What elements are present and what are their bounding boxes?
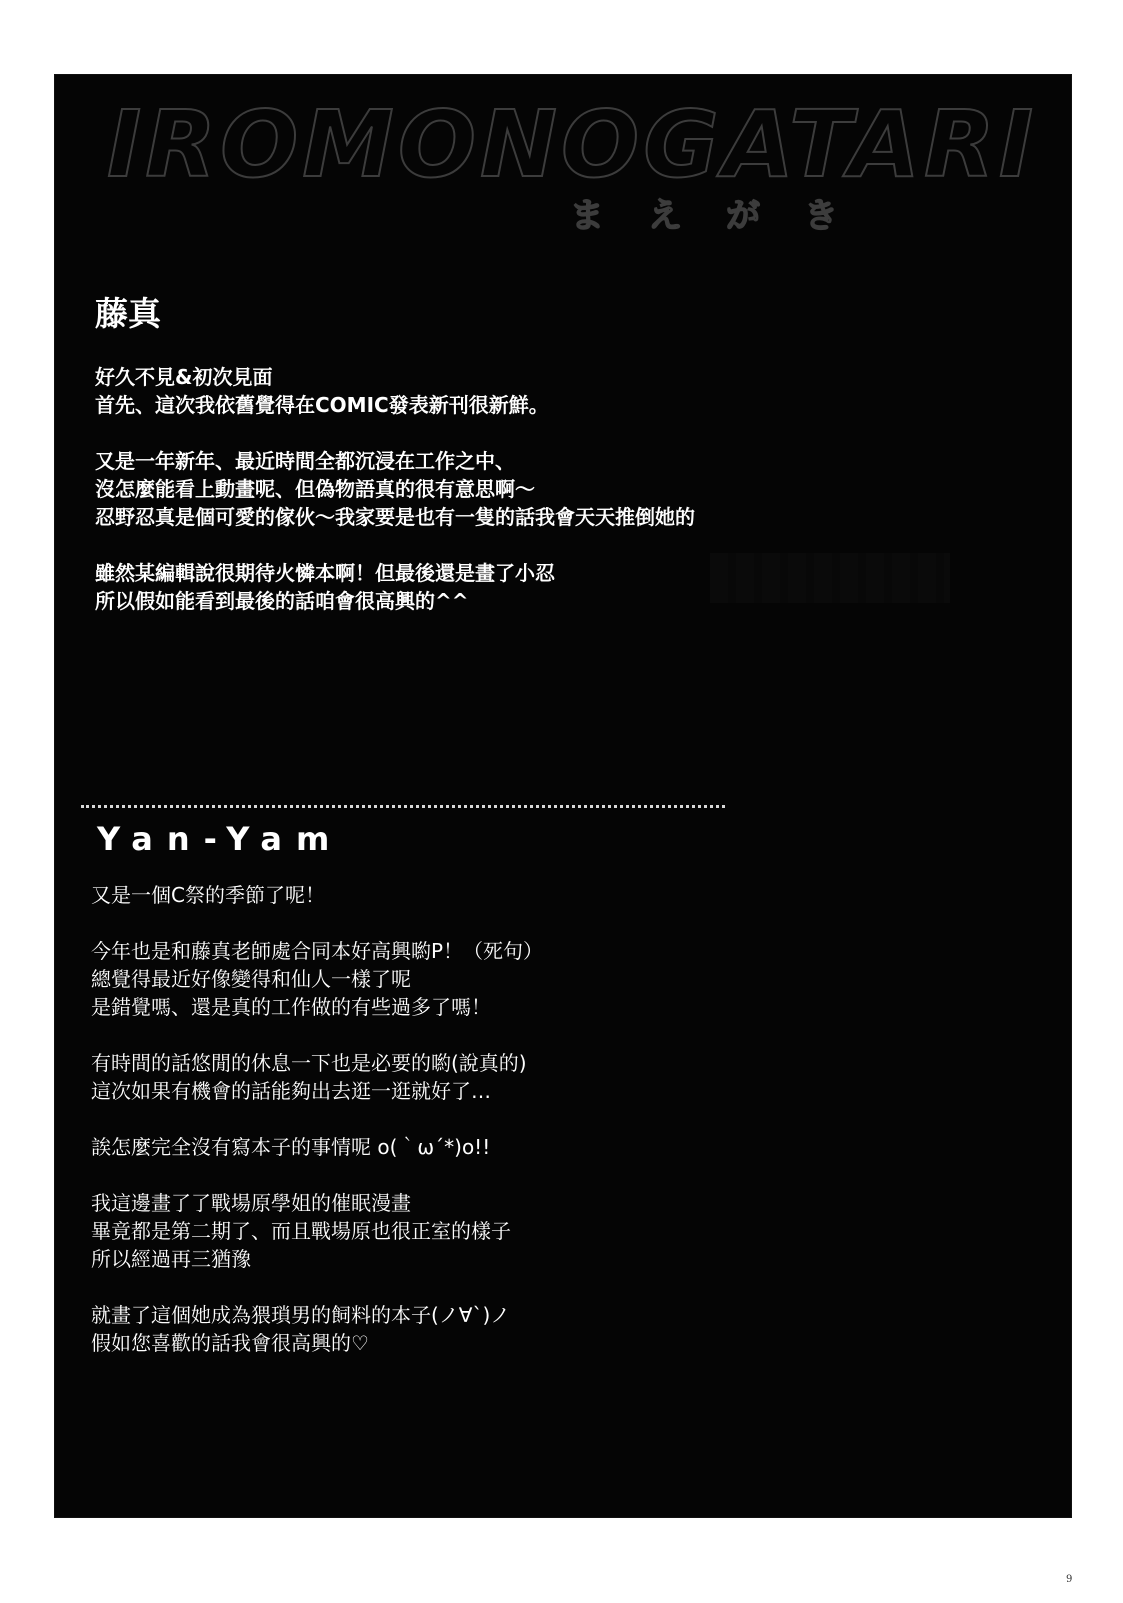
logo-subtitle: まえがき (570, 196, 882, 236)
page-number: 9 (1066, 1574, 1073, 1585)
message-line: 是錯覺嗎、還是真的工作做的有些過多了嗎！ (91, 995, 491, 1019)
message-line: 所以經過再三猶豫 (91, 1247, 251, 1271)
blank-line (91, 1105, 543, 1133)
message-line: 又是一個C祭的季節了呢！ (91, 883, 325, 907)
message-line: 誒怎麼完全沒有寫本子的事情呢 o(｀ω´*)o!! (91, 1135, 491, 1159)
message-line: 就畫了這個她成為猥瑣男的飼料的本子(ノ∀`)ノ (91, 1303, 511, 1327)
blank-line (91, 1161, 543, 1189)
message-line: 首先、這次我依舊覺得在COMIC發表新刊很新鮮。 (95, 393, 549, 417)
title-logo: IROMONOGATARI (107, 91, 1038, 198)
message-line: 總覺得最近好像變得和仙人一樣了呢 (91, 967, 411, 991)
message-line: 忍野忍真是個可愛的傢伙～我家要是也有一隻的話我會天天推倒她的 (95, 505, 695, 529)
message-line: 所以假如能看到最後的話咱會很高興的^^ (95, 589, 469, 613)
message-line: 這次如果有機會的話能夠出去逛一逛就好了… (91, 1079, 491, 1103)
blank-line (91, 1021, 543, 1049)
message-line: 又是一年新年、最近時間全都沉浸在工作之中、 (95, 449, 515, 473)
message-line: 雖然某編輯說很期待火憐本啊！但最後還是畫了小忍 (95, 561, 555, 585)
author-name-2: Yan-Yam (97, 820, 344, 858)
message-line: 有時間的話悠閒的休息一下也是必要的喲(說真的) (91, 1051, 527, 1075)
message-line: 好久不見&初次見面 (95, 365, 273, 389)
author-name-1: 藤真 (95, 294, 161, 333)
faded-print-artifact (710, 553, 950, 603)
section-divider (81, 805, 725, 808)
message-line: 假如您喜歡的話我會很高興的♡ (91, 1331, 369, 1355)
message-line: 我這邊畫了了戰場原學姐的催眠漫畫 (91, 1191, 411, 1215)
message-block-2 (91, 881, 543, 1357)
blank-line (95, 531, 695, 559)
blank-line (95, 419, 695, 447)
blank-line (91, 1273, 543, 1301)
blank-line (91, 909, 543, 937)
message-line: 今年也是和藤真老師處合同本好高興喲P！（死句） (91, 939, 544, 963)
afterword-panel (54, 74, 1072, 1518)
message-line: 畢竟都是第二期了、而且戰場原也很正室的樣子 (91, 1219, 511, 1243)
message-block-1 (95, 363, 695, 615)
message-line: 沒怎麼能看上動畫呢、但偽物語真的很有意思啊～ (95, 477, 535, 501)
